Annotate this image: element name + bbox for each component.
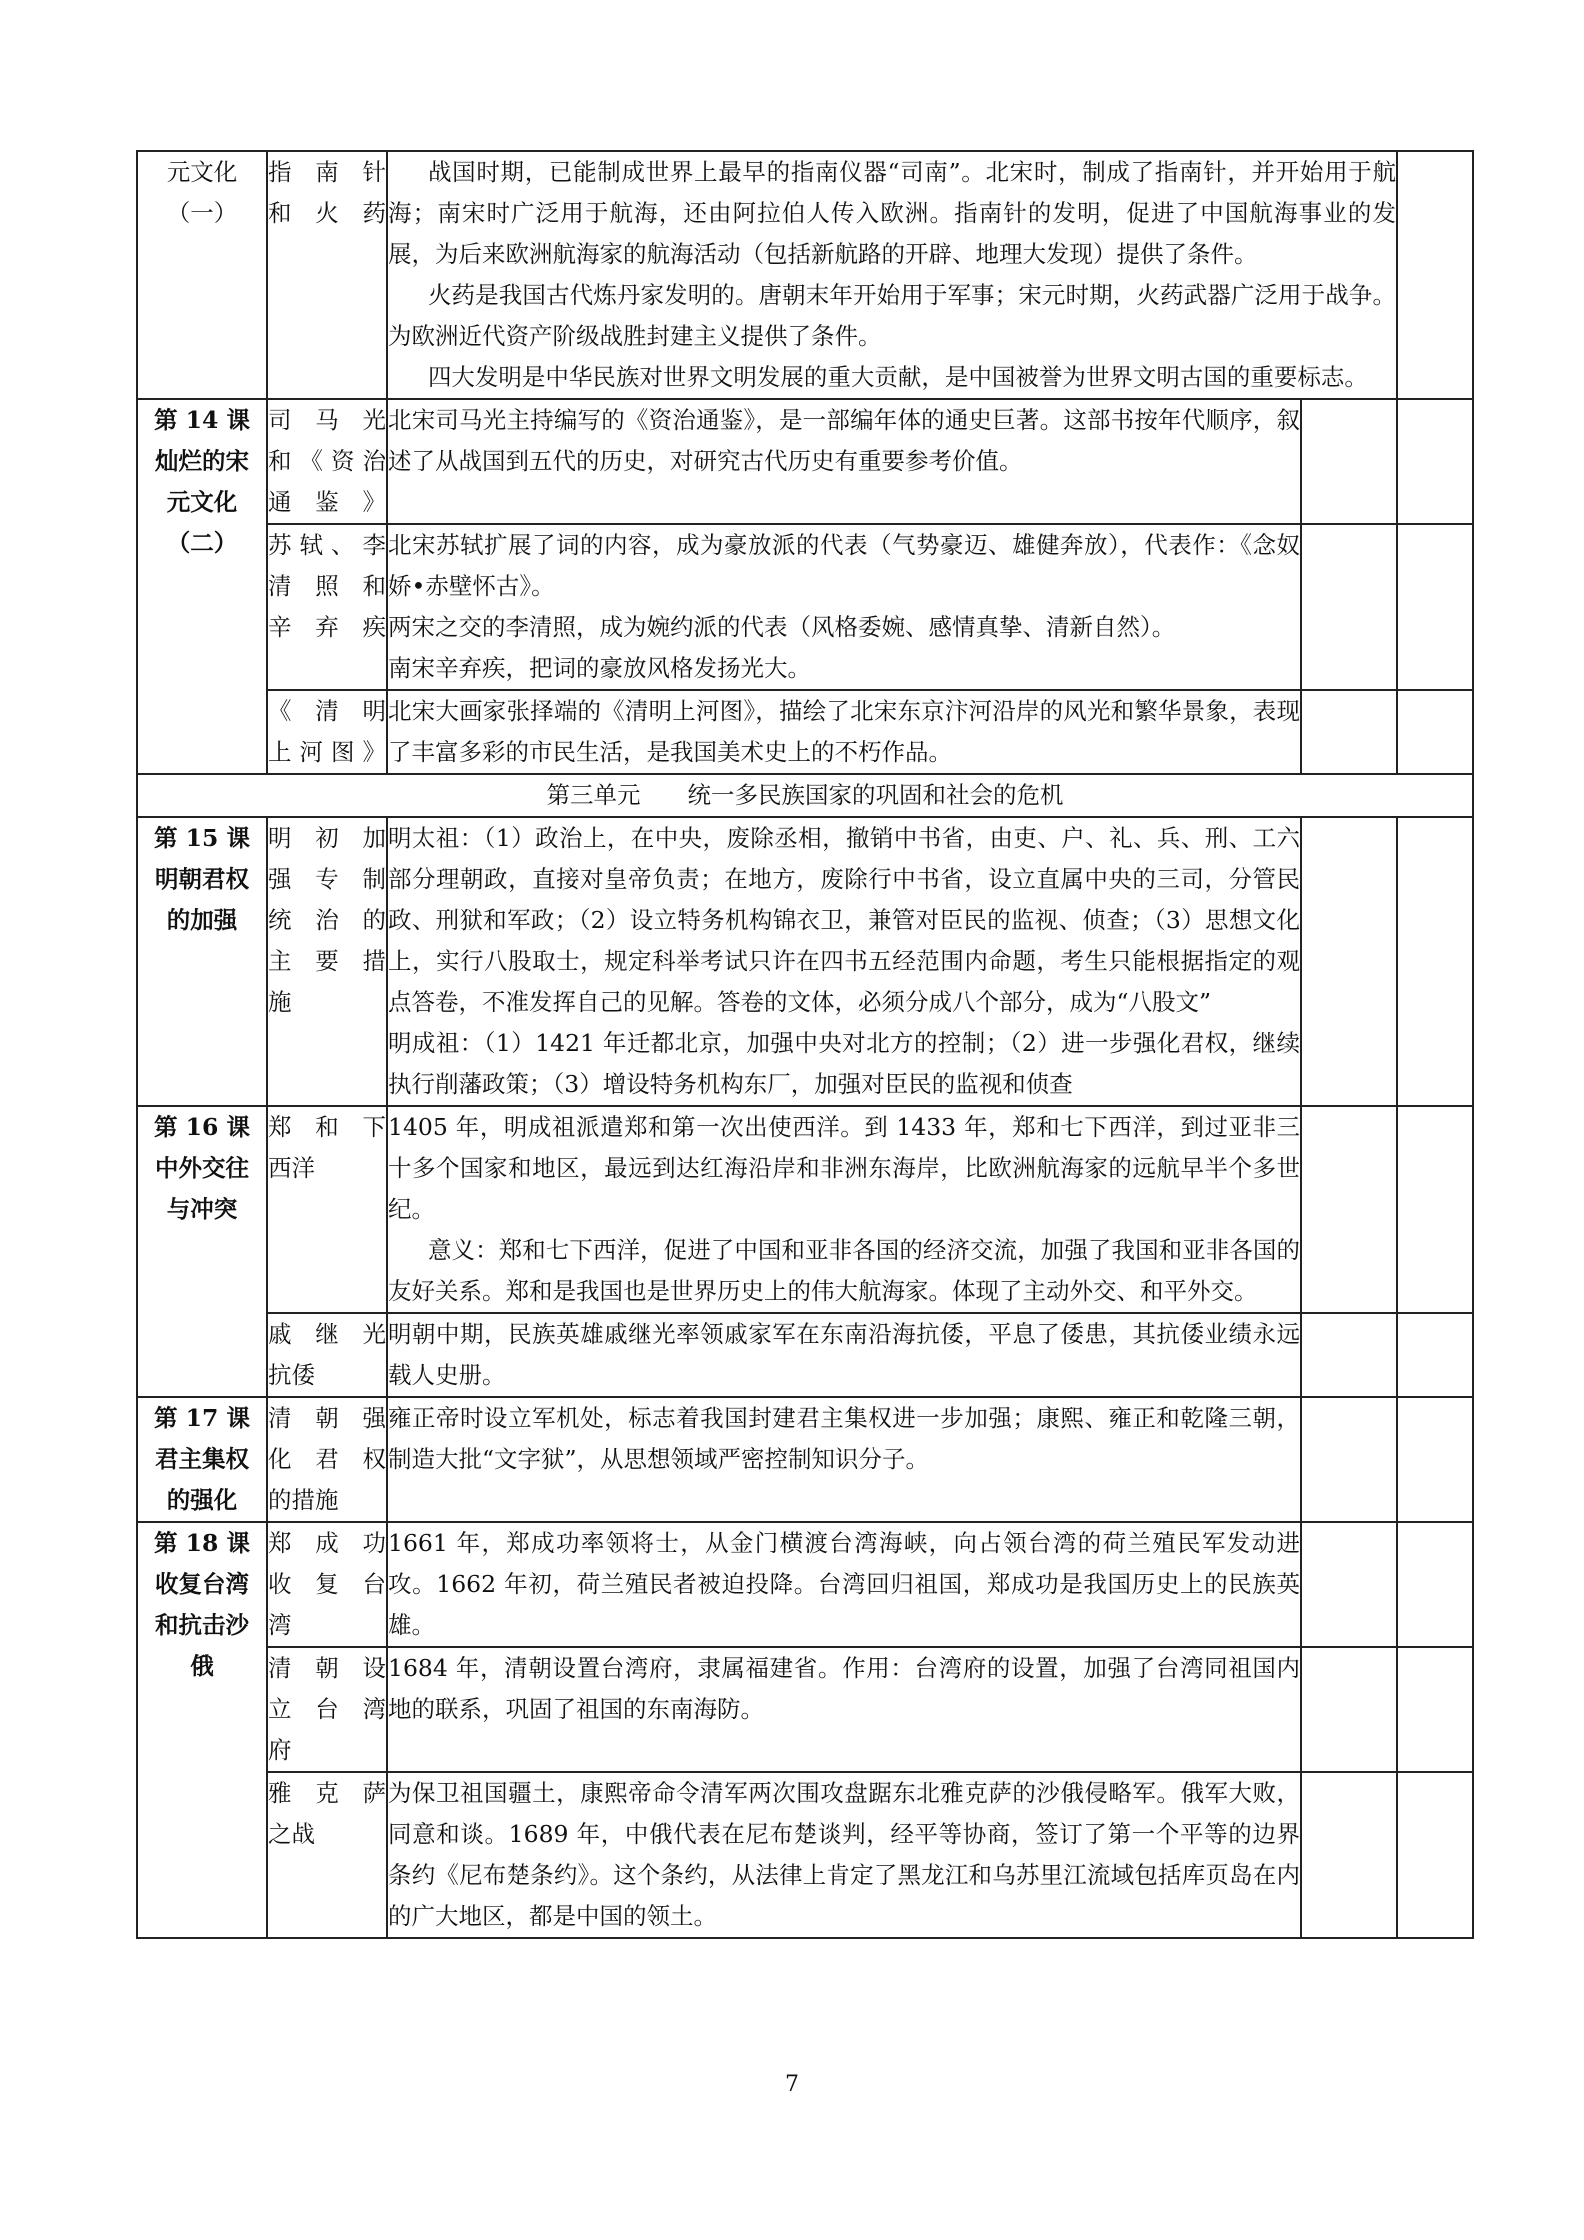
- lesson-text: 第 18 课: [153, 1529, 251, 1557]
- lesson-text: 第 16 课: [153, 1113, 251, 1141]
- topic-text: 统 治 的: [268, 906, 386, 934]
- page-number: 7: [785, 2072, 799, 2097]
- content-paragraph: 两宋之交的李清照，成为婉约派的代表（风格委婉、感情真挚、清新自然）。: [388, 613, 1176, 641]
- topic-text: 和《资治: [268, 447, 386, 475]
- topic-text: 施: [268, 988, 292, 1016]
- topic-text: 郑 成 功: [268, 1529, 386, 1557]
- blank-cell: [1301, 817, 1397, 1106]
- content-paragraph: 火药是我国古代炼丹家发明的。唐朝末年开始用于军事；宋元时期，火药武器广泛用于战争。为欧洲近代资产阶级战胜封建主义提供了条件。: [388, 281, 1396, 350]
- lesson-cell: [137, 151, 267, 399]
- lesson-text: 和抗击沙: [155, 1611, 249, 1639]
- blank-cell: [1397, 1647, 1473, 1772]
- content-cell: [387, 817, 1301, 1106]
- blank-cell: [1397, 151, 1473, 399]
- topic-cell: [267, 151, 387, 399]
- table-row: [137, 774, 1473, 817]
- topic-text: 通鉴》: [268, 488, 386, 516]
- content-cell: [387, 1522, 1301, 1647]
- topic-cell: [267, 1106, 387, 1313]
- blank-cell: [1301, 524, 1397, 690]
- blank-cell: [1397, 1106, 1473, 1313]
- table-row: [137, 151, 1473, 399]
- lesson-text: 第 15 课: [153, 824, 251, 852]
- topic-cell: [267, 817, 387, 1106]
- blank-cell: [1301, 1313, 1397, 1397]
- topic-text: 立 台 湾: [268, 1695, 386, 1723]
- topic-cell: [267, 1522, 387, 1647]
- lesson-text: 收复台湾: [155, 1570, 249, 1598]
- content-paragraph: 意义：郑和七下西洋，促进了中国和亚非各国的经济交流，加强了我国和亚非各国的友好关系。郑和是我国也是世界历史上的伟大航海家。体现了主动外交、和平外交。: [388, 1236, 1300, 1305]
- table-row: [137, 1772, 1473, 1938]
- lesson-text: 第 14 课: [153, 406, 251, 434]
- lesson-text: 的加强: [166, 906, 238, 934]
- blank-cell: [1397, 817, 1473, 1106]
- topic-text: 抗倭: [268, 1361, 315, 1389]
- topic-cell: [267, 1647, 387, 1772]
- topic-text: 府: [268, 1736, 292, 1764]
- topic-text: 化 君 权: [268, 1445, 386, 1473]
- content-paragraph: 四大发明是中华民族对世界文明发展的重大贡献，是中国被誉为世界文明古国的重要标志。: [427, 363, 1368, 391]
- content-cell: [387, 1397, 1301, 1522]
- blank-cell: [1301, 1772, 1397, 1938]
- lesson-cell: [137, 1106, 267, 1397]
- topic-cell: [267, 690, 387, 774]
- topic-text: 的措施: [268, 1486, 339, 1514]
- table-row: [137, 1397, 1473, 1522]
- blank-cell: [1301, 1522, 1397, 1647]
- content-paragraph: 明朝中期，民族英雄戚继光率领戚家军在东南沿海抗倭，平息了倭患，其抗倭业绩永远载人史册。: [388, 1320, 1300, 1389]
- table-row: [137, 1647, 1473, 1772]
- topic-cell: [267, 1772, 387, 1938]
- topic-cell: [267, 1313, 387, 1397]
- blank-cell: [1397, 1313, 1473, 1397]
- table-row: [137, 690, 1473, 774]
- topic-text: 清 照 和: [268, 572, 386, 600]
- topic-text: 《 清 明: [268, 697, 386, 725]
- content-paragraph: 北宋大画家张择端的《清明上河图》，描绘了北宋东京汴河沿岸的风光和繁华景象，表现了丰富多彩的市民生活，是我国美术史上的不朽作品。: [388, 697, 1300, 766]
- content-paragraph: 明太祖：（1）政治上，在中央，废除丞相，撤销中书省，由吏、户、礼、兵、刑、工六部分理朝政，直接对皇帝负责；在地方，废除行中书省，设立直属中央的三司，分管民政、刑狱和军政；（2）设立特务机构锦衣卫，兼管对臣民的监视、侦查；（3）思想文化上，实行八股取士，规定科举考试只许在四书五经范围内命题，考生只能根据指定的观点答卷，不准发挥自己的见解。答卷的文体，必须分成八个部分，成为“八股文”: [388, 824, 1300, 1016]
- content-paragraph: 1684 年，清朝设置台湾府，隶属福建省。作用：台湾府的设置，加强了台湾同祖国内地的联系，巩固了祖国的东南海防。: [388, 1654, 1300, 1723]
- table-row: [137, 817, 1473, 1106]
- history-summary-table: [136, 150, 1474, 1939]
- topic-text: 和火药: [268, 199, 386, 227]
- content-cell: [387, 524, 1301, 690]
- lesson-text: 灿烂的宋: [155, 447, 249, 475]
- blank-cell: [1301, 1647, 1397, 1772]
- content-paragraph: 南宋辛弃疾，把词的豪放风格发扬光大。: [388, 654, 811, 682]
- content-cell: [387, 1647, 1301, 1772]
- blank-cell: [1397, 524, 1473, 690]
- content-cell: [387, 1106, 1301, 1313]
- topic-text: 上河图》: [268, 738, 386, 766]
- topic-text: 清 朝 设: [268, 1654, 386, 1682]
- topic-text: 收 复 台: [268, 1570, 386, 1598]
- content-paragraph: 雍正帝时设立军机处，标志着我国封建君主集权进一步加强；康熙、雍正和乾隆三朝，制造大批“文字狱”，从思想领域严密控制知识分子。: [388, 1404, 1300, 1473]
- content-cell: [387, 399, 1301, 524]
- lesson-text: 第 17 课: [153, 1404, 251, 1432]
- lesson-cell: [137, 817, 267, 1106]
- topic-text: 雅 克 萨: [268, 1779, 386, 1807]
- blank-cell: [1397, 1772, 1473, 1938]
- topic-text: 之战: [268, 1820, 315, 1848]
- topic-text: 苏轼、李: [268, 531, 386, 559]
- topic-text: 辛弃疾: [268, 613, 386, 641]
- topic-text: 司 马 光: [268, 406, 386, 434]
- blank-cell: [1397, 399, 1473, 524]
- content-paragraph: 明成祖：（1）1421 年迁都北京，加强中央对北方的控制；（2）进一步强化君权，继续执行削藩政策；（3）增设特务机构东厂，加强对臣民的监视和侦查: [388, 1029, 1300, 1098]
- topic-text: 清 朝 强: [268, 1404, 386, 1432]
- topic-text: 西洋: [268, 1154, 315, 1182]
- content-paragraph: 1405 年，明成祖派遣郑和第一次出使西洋。到 1433 年，郑和七下西洋，到过亚非三十多个国家和地区，最远到达红海沿岸和非洲东海岸，比欧洲航海家的远航早半个多世纪。: [388, 1113, 1300, 1223]
- content-paragraph: 战国时期，已能制成世界上最早的指南仪器“司南”。北宋时，制成了指南针，并开始用于航海；南宋时广泛用于航海，还由阿拉伯人传入欧洲。指南针的发明，促进了中国航海事业的发展，为后来欧洲航海家的航海活动（包括新航路的开辟、地理大发现）提供了条件。: [388, 158, 1396, 268]
- lesson-text: 的强化: [166, 1486, 238, 1514]
- content-paragraph: 为保卫祖国疆土，康熙帝命令清军两次围攻盘踞东北雅克萨的沙俄侵略军。俄军大败，同意和谈。1689 年，中俄代表在尼布楚谈判，经平等协商，签订了第一个平等的边界条约《尼布楚条约》。这个条约，从法律上肯定了黑龙江和乌苏里江流域包括库页岛在内的广大地区，都是中国的领土。: [388, 1779, 1300, 1930]
- table-row: [137, 1106, 1473, 1313]
- topic-text: 明 初 加: [268, 824, 386, 852]
- blank-cell: [1301, 1106, 1397, 1313]
- topic-text: 强 专 制: [268, 865, 386, 893]
- unit-heading: 第三单元 统一多民族国家的巩固和社会的危机: [137, 774, 1473, 817]
- lesson-text: 元文化: [166, 488, 238, 516]
- content-cell: [387, 1772, 1301, 1938]
- topic-text: 湾: [268, 1611, 292, 1639]
- topic-text: 戚 继 光: [268, 1320, 386, 1348]
- content-cell: [387, 151, 1397, 399]
- blank-cell: [1397, 690, 1473, 774]
- lesson-text: （二）: [166, 529, 238, 557]
- content-cell: [387, 690, 1301, 774]
- lesson-text: 中外交往: [155, 1154, 249, 1182]
- content-cell: [387, 1313, 1301, 1397]
- blank-cell: [1397, 1522, 1473, 1647]
- table-row: [137, 399, 1473, 524]
- blank-cell: [1301, 399, 1397, 524]
- lesson-text: 俄: [190, 1652, 214, 1680]
- lesson-text: 元文化: [166, 158, 238, 186]
- lesson-cell: [137, 1522, 267, 1938]
- content-paragraph: 北宋苏轼扩展了词的内容，成为豪放派的代表（气势豪迈、雄健奔放），代表作：《念奴娇•赤壁怀古》。: [388, 531, 1300, 600]
- lesson-text: （一）: [166, 199, 238, 227]
- lesson-cell: [137, 399, 267, 774]
- table-row: [137, 524, 1473, 690]
- lesson-text: 明朝君权: [155, 865, 249, 893]
- topic-cell: [267, 399, 387, 524]
- blank-cell: [1301, 1397, 1397, 1522]
- table-row: [137, 1313, 1473, 1397]
- content-paragraph: 1661 年，郑成功率领将士，从金门横渡台湾海峡，向占领台湾的荷兰殖民军发动进攻。1662 年初，荷兰殖民者被迫投降。台湾回归祖国，郑成功是我国历史上的民族英雄。: [388, 1529, 1300, 1639]
- lesson-text: 与冲突: [166, 1195, 238, 1223]
- lesson-text: 君主集权: [155, 1445, 249, 1473]
- table-row: [137, 1522, 1473, 1647]
- lesson-cell: [137, 1397, 267, 1522]
- topic-text: 指 南 针: [268, 158, 386, 186]
- topic-text: 郑 和 下: [268, 1113, 386, 1141]
- blank-cell: [1301, 690, 1397, 774]
- topic-text: 主 要 措: [268, 947, 386, 975]
- topic-cell: [267, 524, 387, 690]
- topic-cell: [267, 1397, 387, 1522]
- content-paragraph: 北宋司马光主持编写的《资治通鉴》，是一部编年体的通史巨著。这部书按年代顺序，叙述了从战国到五代的历史，对研究古代历史有重要参考价值。: [388, 406, 1300, 475]
- blank-cell: [1397, 1397, 1473, 1522]
